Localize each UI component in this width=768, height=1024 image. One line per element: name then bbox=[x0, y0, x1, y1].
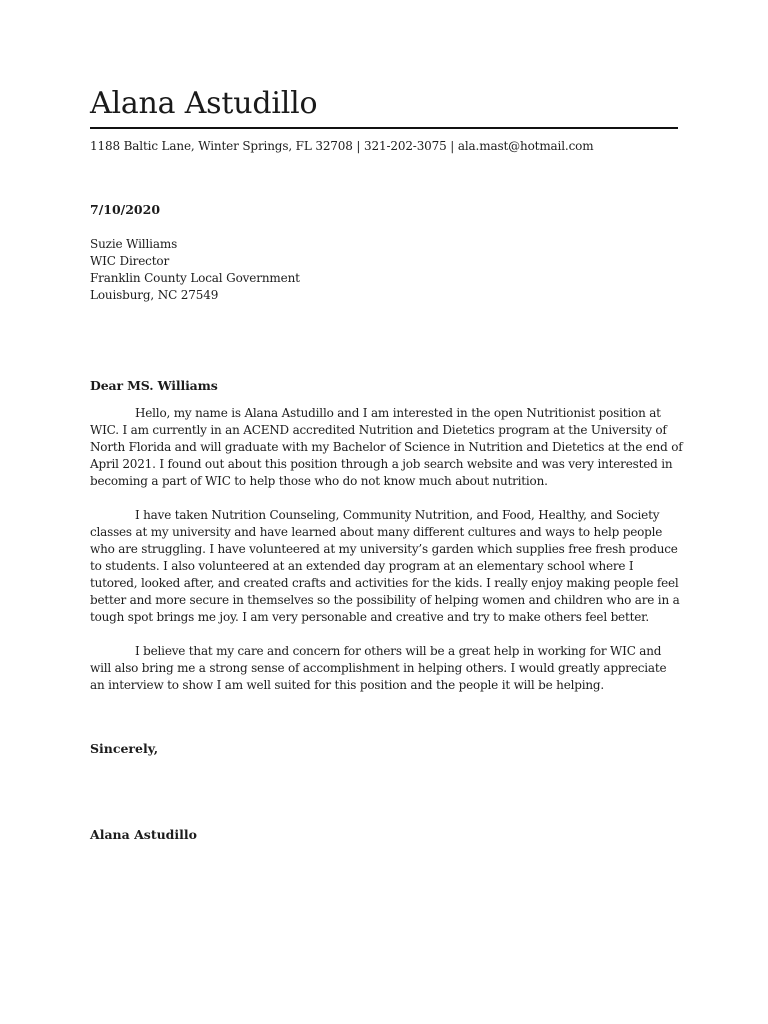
paragraph-line: April 2021. I found out about this position through a job search website and was very interested in bbox=[90, 457, 673, 471]
paragraph-line: an interview to show I am well suited for this position and the people it will be helping. bbox=[90, 678, 604, 692]
paragraph-line: better and more secure in themselves so the possibility of helping women and children who are in a bbox=[90, 593, 680, 607]
paragraph-line: Hello, my name is Alana Astudillo and I am interested in the open Nutritionist position at bbox=[135, 406, 661, 420]
recipient-title: WIC Director bbox=[90, 254, 170, 268]
paragraph-line: becoming a part of WIC to help those who do not know much about nutrition. bbox=[90, 474, 548, 488]
letter-date: 7/10/2020 bbox=[90, 202, 161, 217]
paragraph-line: North Florida and will graduate with my Bachelor of Science in Nutrition and Dietetics at the end of bbox=[90, 440, 683, 454]
paragraph-line: tough spot brings me joy. I am very personable and creative and try to make others feel better. bbox=[90, 610, 649, 624]
paragraph-line: WIC. I am currently in an ACEND accredited Nutrition and Dietetics program at the University of bbox=[90, 423, 667, 437]
paragraph-line: tutored, looked after, and created crafts and activities for the kids. I really enjoy making people feel bbox=[90, 576, 679, 590]
paragraph-3 bbox=[90, 643, 678, 694]
recipient-address: Louisburg, NC 27549 bbox=[90, 288, 219, 302]
paragraph-line: will also bring me a strong sense of accomplishment in helping others. I would greatly appreciate bbox=[90, 661, 667, 675]
salutation: Dear MS. Williams bbox=[90, 378, 218, 393]
paragraph-2 bbox=[90, 507, 678, 626]
contact-line: 1188 Baltic Lane, Winter Springs, FL 32708 | 321-202-3075 | ala.mast@hotmail.com bbox=[90, 139, 594, 153]
applicant-name-heading: Alana Astudillo bbox=[90, 86, 318, 121]
paragraph-line: who are struggling. I have volunteered at my university’s garden which supplies free fresh produce bbox=[90, 542, 678, 556]
signature-name: Alana Astudillo bbox=[90, 827, 198, 842]
paragraph-line: to students. I also volunteered at an extended day program at an elementary school where I bbox=[90, 559, 634, 573]
paragraph-line: classes at my university and have learned about many different cultures and ways to help people bbox=[90, 525, 663, 539]
paragraph-1 bbox=[90, 405, 683, 490]
recipient-block bbox=[90, 236, 300, 304]
header-divider bbox=[90, 127, 678, 129]
recipient-organization: Franklin County Local Government bbox=[90, 271, 300, 285]
paragraph-line: I have taken Nutrition Counseling, Community Nutrition, and Food, Healthy, and Society bbox=[135, 508, 660, 522]
closing: Sincerely, bbox=[90, 741, 159, 756]
recipient-name: Suzie Williams bbox=[90, 237, 178, 251]
paragraph-line: I believe that my care and concern for others will be a great help in working for WIC and bbox=[135, 644, 662, 658]
